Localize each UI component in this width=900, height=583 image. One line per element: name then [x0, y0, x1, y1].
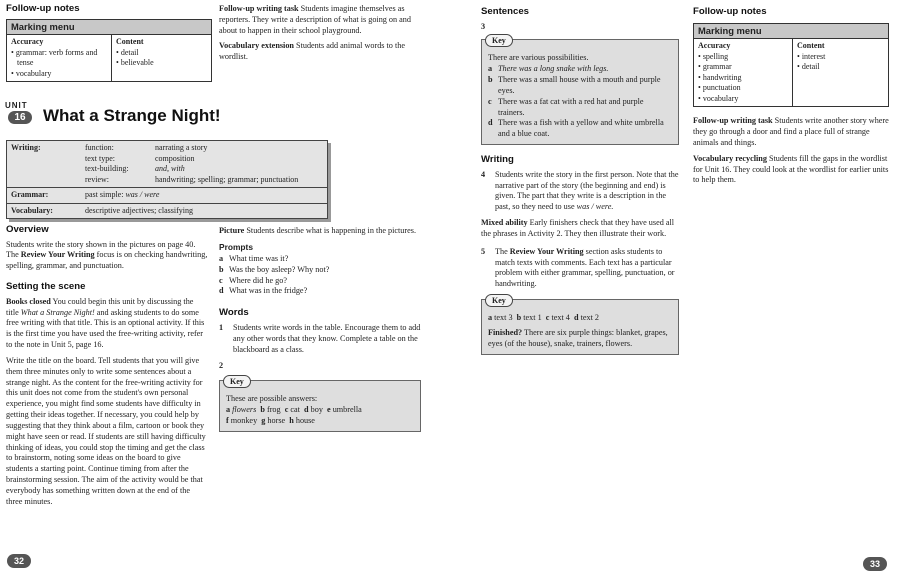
sentence-item: d There was a fish with a yellow and white umbrella and a blue coat.	[488, 118, 664, 139]
content-item: • detail	[797, 62, 884, 73]
unit-overview-table	[6, 140, 328, 219]
item-2-number: 2	[219, 361, 224, 371]
left-followup-section	[6, 3, 211, 82]
setting-scene-heading: Setting the scene	[6, 281, 86, 293]
accuracy-item: • vocabulary	[698, 94, 788, 105]
review-key-box	[481, 296, 679, 354]
prompts-list	[219, 254, 421, 297]
overview-row-vocabulary: Vocabulary: descriptive adjectives; classifying	[11, 205, 193, 215]
key-label: Key	[485, 294, 513, 307]
overview-heading: Overview	[6, 224, 49, 235]
mixed-ability-paragraph: Mixed ability Early finishers check that they have used all the phrases in Activity 2. They then illustrate their work.	[481, 218, 675, 238]
sentences-heading: Sentences	[481, 6, 529, 17]
left-column2-top	[219, 4, 424, 68]
accuracy-head: Accuracy	[698, 41, 731, 51]
sentence-item: a There was a long snake with legs.	[488, 64, 609, 74]
picture-paragraph: Picture Students describe what is happening in the pictures.	[219, 226, 416, 235]
marking-menu-title: Marking menu	[7, 20, 211, 35]
key-label: Key	[223, 375, 251, 388]
followup-task-paragraph: Follow-up writing task Students imagine themselves as reporters. They write a description of what is going on and about to happen in their school playground.	[219, 4, 411, 35]
followup-task-paragraph: Follow-up writing task Students write another story where they go through a door and find a place full of strange animals and things.	[693, 116, 889, 147]
accuracy-item: • punctuation	[698, 83, 788, 94]
content-column	[792, 39, 888, 106]
marking-menu	[6, 19, 212, 83]
right-column1	[481, 6, 679, 361]
vocab-recycling-paragraph: Vocabulary recycling Students fill the gaps in the wordlist for Unit 16. They could look at the wordlist for earlier units to help them.	[693, 153, 889, 185]
prompt-item: d What was in the fridge?	[219, 286, 308, 296]
content-item: • interest	[797, 52, 884, 63]
marking-menu-title: Marking menu	[694, 24, 888, 39]
followup-heading: Follow-up notes	[6, 3, 80, 14]
prompt-item: b Was the boy asleep? Why not?	[219, 264, 330, 274]
key-answers-line1: a flowers b frog c cat d boy e umbrella	[226, 405, 362, 415]
left-column2-body	[219, 226, 421, 438]
review-instruction: 5 The Review Your Writing section asks students to match texts with comments. Each text has a particular problem with either grammar, spelling, punctuation, or handwriting.	[481, 246, 675, 289]
prompt-item: c Where did he go?	[219, 275, 287, 285]
left-column-body	[6, 224, 208, 513]
page-number-left: 32	[7, 554, 31, 568]
prompts-heading: Prompts	[219, 241, 253, 252]
content-head: Content	[116, 37, 144, 47]
review-key-answers: a text 3 b text 1 c text 4 d text 2	[488, 313, 600, 323]
finished-text: Finished? There are six purple things: blanket, grapes, eyes (of the house), snake, trainers, flowers.	[488, 327, 668, 348]
sentences-key-box	[481, 36, 679, 145]
page-number-right: 33	[863, 557, 887, 571]
unit-label: UNIT	[5, 101, 28, 110]
key-label: Key	[485, 34, 513, 47]
prompt-item: a What time was it?	[219, 253, 289, 263]
accuracy-item: • grammar: verb forms and tense	[11, 48, 107, 69]
content-item: • believable	[116, 58, 207, 69]
key-intro: These are possible answers:	[226, 394, 318, 404]
right-column2	[693, 6, 889, 191]
content-column	[111, 35, 211, 81]
accuracy-item: • grammar	[698, 62, 788, 73]
accuracy-item: • spelling	[698, 52, 788, 63]
unit-number-badge: 16	[8, 111, 32, 124]
accuracy-column	[7, 35, 111, 81]
accuracy-head: Accuracy	[11, 37, 44, 47]
accuracy-item: • vocabulary	[11, 69, 107, 80]
overview-row-grammar: Grammar: past simple: was / were	[7, 188, 327, 204]
unit-title: What a Strange Night!	[43, 106, 221, 125]
sentence-item: b There was a small house with a mouth and purple eyes.	[488, 75, 661, 95]
sentences-intro: There are various possibilities.	[488, 53, 589, 63]
writing-instruction: 4 Students write the story in the first person. Note that the narrative part of the story (the beginning and end) is given. The part that they write is a description in the past, so they need to use was / were.	[481, 169, 679, 212]
scene-paragraph: Write the title on the board. Tell students that you will give them three minutes only to write some sentences about a strange night. As the content for the free-writing activity for this unit does not come from the student's own personal experience, you might find some students have difficulty in getting their ideas together. If necessary, you could help by suggesting that they think about a film, cartoon or book they might have seen or read. If students are still having difficulty thinking of ideas, you could stop the timing and get the class to brainstorm, noting some ideas on the board to give students a starting point. Continue timing from after the brainstorming session. The aim of the activity would be that everybody has something written down at the end of the three minutes.	[6, 355, 206, 506]
marking-menu	[693, 23, 889, 108]
content-head: Content	[797, 41, 825, 51]
vocab-extension-paragraph: Vocabulary extension Students add animal words to the wordlist.	[219, 41, 405, 62]
content-item: • detail	[116, 48, 207, 59]
words-instruction: 1 Students write words in the table. Encourage them to add any other words that they know. Complete a table on the blackboard as a class.	[219, 322, 421, 354]
followup-heading: Follow-up notes	[693, 6, 767, 17]
key-answers-line2: f monkey g horse h house	[226, 415, 315, 425]
accuracy-item: • handwriting	[698, 73, 788, 84]
overview-paragraph: Students write the story shown in the pictures on page 40. The Review Your Writing focus is on checking handwriting, spelling, grammar, and punctuation.	[6, 239, 208, 271]
words-key-box	[219, 377, 421, 431]
writing-heading: Writing	[481, 154, 514, 166]
books-closed-paragraph: Books closed You could begin this unit by discussing the title What a Strange Night! and asking students to do some free writing with that title. This is an optional activity. If this is the first time you have used the free-writing activity, refer to the note in Unit 5, page 16.	[6, 296, 205, 350]
sentence-item: c There was a fat cat with a red hat and purple trainers.	[488, 96, 644, 117]
overview-row-writing: Writing: function: narrating a story text type: composition text-building: and, with review: handwriting; spelling; grammar; punctuation	[7, 141, 327, 188]
words-heading: Words	[219, 307, 249, 319]
accuracy-column	[694, 39, 792, 106]
item-3-number: 3	[481, 21, 486, 31]
